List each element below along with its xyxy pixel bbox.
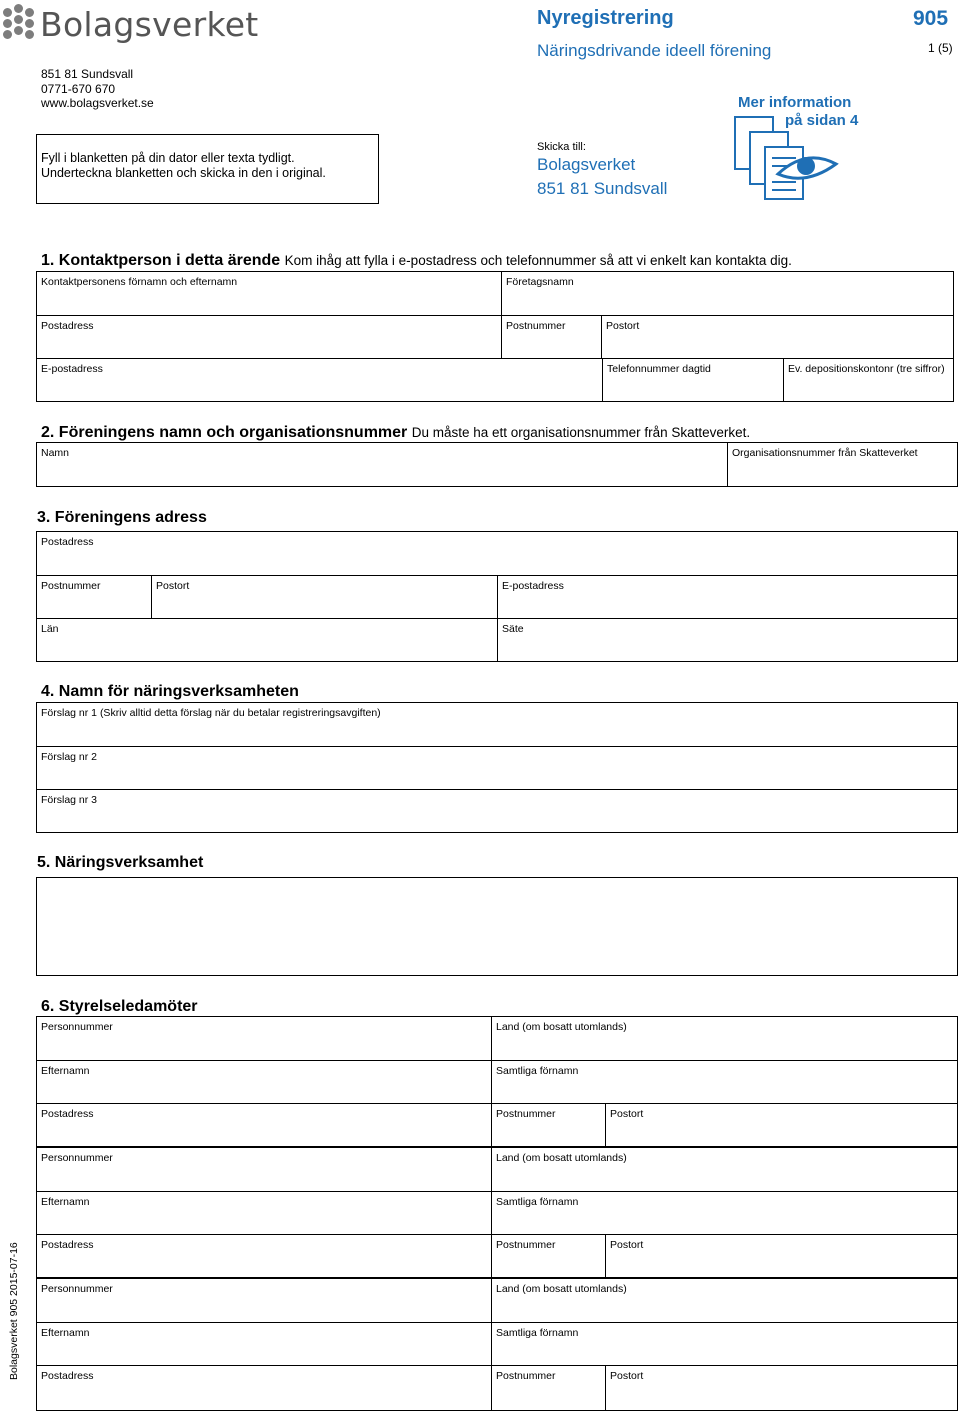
form-subtitle: Näringsdrivande ideell förening — [537, 41, 772, 60]
association-name-table — [36, 442, 958, 487]
document-eye-icon — [735, 117, 836, 199]
member-2-first-names-field[interactable] — [491, 1192, 957, 1234]
section-6-heading — [41, 998, 198, 1016]
form-number: 905 — [913, 7, 949, 30]
company-name-field[interactable] — [501, 272, 953, 315]
field-label: Säte — [502, 623, 524, 635]
field-label: Ev. depositionskontonr (tre siffror) — [788, 363, 945, 375]
section-title: 4. Namn för näringsverksamheten — [41, 683, 299, 700]
field-label: Postadress — [41, 1239, 94, 1251]
section-description: Kom ihåg att fylla i e-postadress och telefonnummer så att vi enkelt kan kontakta dig. — [284, 253, 792, 268]
field-label: Samtliga förnamn — [496, 1196, 579, 1208]
business-activity-textarea[interactable] — [36, 877, 958, 976]
member-2-surname-field[interactable] — [37, 1192, 491, 1234]
field-label: Personnummer — [41, 1283, 113, 1295]
name-proposal-1-field[interactable] — [37, 703, 957, 746]
member-1-city-field[interactable] — [605, 1104, 957, 1146]
logo-text: Bolagsverket — [40, 4, 259, 44]
member-3-first-names-field[interactable] — [491, 1323, 957, 1365]
send-to-city: 851 81 Sundsvall — [537, 179, 668, 198]
instructions-box — [36, 134, 379, 204]
field-label: Postort — [610, 1108, 644, 1120]
field-label: Postort — [610, 1370, 644, 1382]
county-field[interactable] — [37, 619, 497, 662]
field-label: Namn — [41, 447, 70, 459]
member-3-surname-field[interactable] — [37, 1323, 491, 1365]
info-badge-line: på sidan 4 — [785, 112, 859, 129]
bolagsverket-logo — [2, 4, 259, 44]
member-1-personal-number-field[interactable] — [37, 1017, 491, 1060]
member-2-country-field[interactable] — [491, 1148, 957, 1191]
logo-dots-icon — [2, 4, 36, 44]
field-label: Samtliga förnamn — [496, 1065, 579, 1077]
member-1-country-field[interactable] — [491, 1017, 957, 1060]
field-label: Postnummer — [41, 580, 101, 592]
field-label: Postnummer — [496, 1239, 556, 1251]
field-label: E-postadress — [41, 363, 103, 375]
section-title: 1. Kontaktperson i detta ärende — [41, 252, 281, 269]
field-label: Postnummer — [496, 1370, 556, 1382]
field-label: Län — [41, 623, 59, 635]
name-proposal-2-field[interactable] — [37, 747, 957, 789]
field-label: Förslag nr 2 — [41, 751, 98, 763]
member-2-city-field[interactable] — [605, 1235, 957, 1277]
form-title: Nyregistrering — [537, 7, 674, 29]
section-title: 3. Föreningens adress — [37, 509, 207, 526]
field-label: Företagsnamn — [506, 276, 574, 288]
instruction-line: Fyll i blanketten på din dator eller texta tydligt. — [41, 151, 295, 165]
contact-city-field[interactable] — [601, 316, 953, 358]
field-label: Kontaktpersonens förnamn och efternamn — [41, 276, 238, 288]
member-3-personal-number-field[interactable] — [37, 1279, 491, 1322]
field-label: Personnummer — [41, 1152, 113, 1164]
member-1-surname-field[interactable] — [37, 1061, 491, 1103]
field-label: E-postadress — [502, 580, 564, 592]
section-1-heading — [41, 252, 792, 270]
member-1-postal-code-field[interactable] — [491, 1104, 605, 1146]
field-label: Samtliga förnamn — [496, 1327, 579, 1339]
field-label: Land (om bosatt utomlands) — [496, 1283, 627, 1295]
contact-email-field[interactable] — [37, 359, 602, 402]
field-label: Postnummer — [506, 320, 566, 332]
contact-phone-field[interactable] — [602, 359, 783, 402]
contact-person-table — [36, 271, 954, 402]
field-label: Postadress — [41, 1108, 94, 1120]
business-name-table — [36, 702, 958, 833]
contact-postal-address-field[interactable] — [37, 316, 501, 358]
section-3-heading — [37, 509, 207, 527]
send-to-name: Bolagsverket — [537, 155, 636, 174]
field-label: Land (om bosatt utomlands) — [496, 1152, 627, 1164]
instruction-line: Underteckna blanketten och skicka in den i original. — [41, 166, 326, 180]
field-label: Efternamn — [41, 1065, 90, 1077]
contact-postal-code-field[interactable] — [501, 316, 601, 358]
contact-name-field[interactable] — [37, 272, 501, 315]
section-description: Du måste ha ett organisationsnummer från Skatteverket. — [411, 425, 751, 440]
field-label: Postadress — [41, 320, 94, 332]
name-proposal-3-field[interactable] — [37, 790, 957, 833]
seat-field[interactable] — [497, 619, 957, 662]
field-label: Efternamn — [41, 1327, 90, 1339]
section-4-heading — [41, 683, 299, 701]
address-line: 851 81 Sundsvall — [41, 67, 134, 81]
association-address-table — [36, 531, 958, 662]
section-title: 2. Föreningens namn och organisationsnummer — [41, 424, 408, 441]
sender-address — [41, 67, 154, 111]
association-email-field[interactable] — [497, 576, 957, 618]
field-label: Postort — [156, 580, 190, 592]
field-label: Förslag nr 3 — [41, 794, 98, 806]
send-to-label: Skicka till: — [537, 141, 586, 153]
member-2-postal-address-field[interactable] — [37, 1235, 491, 1277]
field-label: Telefonnummer dagtid — [607, 363, 711, 375]
field-label: Postort — [606, 320, 640, 332]
member-1-postal-address-field[interactable] — [37, 1104, 491, 1146]
field-label: Efternamn — [41, 1196, 90, 1208]
section-title: 5. Näringsverksamhet — [37, 854, 204, 871]
section-title: 6. Styrelseledamöter — [41, 998, 198, 1015]
info-badge-line: Mer information — [738, 94, 852, 111]
field-label: Postort — [610, 1239, 644, 1251]
phone-line: 0771-670 670 — [41, 81, 116, 96]
association-name-field[interactable] — [37, 443, 727, 486]
page-number: 1 (5) — [928, 41, 953, 55]
member-3-city-field[interactable] — [605, 1366, 957, 1410]
association-postal-code-field[interactable] — [37, 576, 151, 618]
section-5-heading — [37, 854, 203, 872]
member-3-postal-code-field[interactable] — [491, 1366, 605, 1410]
board-members-table — [36, 1016, 958, 1411]
org-number-field[interactable] — [727, 443, 957, 486]
form-version-footer: Bolagsverket 905 2015-07-16 — [8, 1242, 20, 1380]
field-label: Postnummer — [496, 1108, 556, 1120]
member-2-personal-number-field[interactable] — [37, 1148, 491, 1191]
field-label: Land (om bosatt utomlands) — [496, 1021, 627, 1033]
member-1-first-names-field[interactable] — [491, 1061, 957, 1103]
member-2-postal-code-field[interactable] — [491, 1235, 605, 1277]
field-label: Postadress — [41, 1370, 94, 1382]
section-2-heading — [41, 424, 750, 442]
deposit-office-field[interactable] — [783, 359, 953, 402]
member-3-postal-address-field[interactable] — [37, 1366, 491, 1410]
field-label: Organisationsnummer från Skatteverket — [732, 447, 918, 459]
field-label: Postadress — [41, 536, 94, 548]
member-3-country-field[interactable] — [491, 1279, 957, 1322]
field-label: Förslag nr 1 (Skriv alltid detta förslag när du betalar registreringsavgiften) — [41, 707, 381, 719]
association-city-field[interactable] — [151, 576, 497, 618]
association-postal-address-field[interactable] — [37, 532, 957, 575]
field-label: Personnummer — [41, 1021, 113, 1033]
website-line: www.bolagsverket.se — [41, 96, 154, 110]
more-info-badge — [730, 90, 870, 205]
